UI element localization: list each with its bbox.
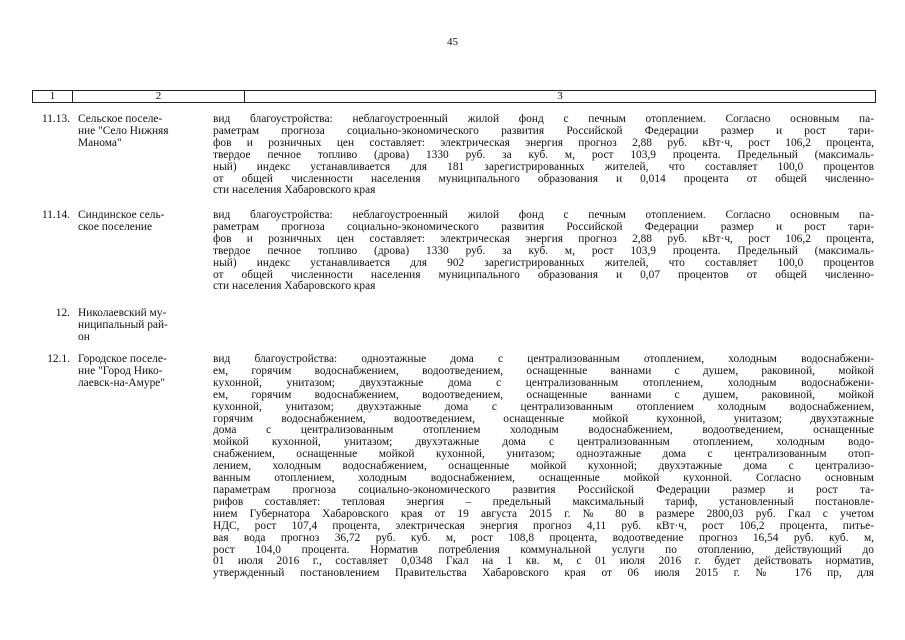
- description-line: снабжением, оснащенные мойкой кухонной, унитазом; одноэтажные дома с централизованным отоп-: [213, 448, 874, 461]
- header-col-3: 3: [557, 90, 563, 102]
- row-name-line: он: [78, 330, 90, 343]
- row-description: [213, 354, 874, 580]
- description-line: от общей численности населения муниципального образования и 0,07 процентов от общей численно-: [213, 268, 874, 281]
- description-line: рифов составляет: тепловая энергия – предельный максимальный тариф, установленный постановле-: [213, 495, 874, 508]
- row-name-line: ниципальный рай-: [78, 318, 168, 331]
- description-line: твердое печное топливо (дрова) 1330 руб. за куб. м, рост 103,9 процента. Предельный (максималь-: [213, 244, 874, 257]
- description-line: твердое печное топливо (дрова) 1330 руб. за куб. м, рост 103,9 процента. Предельный (максималь-: [213, 148, 874, 161]
- description-line: ный) индекс устанавливается для 181 зарегистрированных жителей, что составляет 100,0 процентов: [213, 160, 874, 173]
- description-line: горячим водоснабжением, водоотведением, оснащенные мойкой кухонной, унитазом; двухэтажные: [213, 412, 874, 425]
- description-line: ем, горячим водоснабжением, водоотведением, оснащенные ваннами с душем, раковиной, мойкой: [213, 364, 874, 377]
- row-name-line: ние "Село Нижняя: [78, 124, 169, 137]
- description-line: фов и розничных цен составляет: электрическая энергия прогноз 2,88 руб. кВт·ч, рост 106,2 процента,: [213, 232, 874, 245]
- description-line: ем, горячим водоснабжением, водоотведением, оснащенные ваннами с душем, раковиной, мойкой: [213, 388, 874, 401]
- row-name: [78, 210, 203, 234]
- row-number: 12.: [55, 307, 70, 319]
- row-number: 12.1.: [47, 353, 70, 365]
- row-name-line: ние "Город Нико-: [78, 364, 163, 377]
- row-name-line: Сельское поселе-: [78, 113, 163, 125]
- row-name: [78, 114, 203, 150]
- description-line: вид благоустройства: одноэтажные дома с централизованным отоплением, холодным водоснабжени-: [213, 353, 874, 365]
- row-number: 11.13.: [41, 113, 70, 125]
- description-line: сти населения Хабаровского края: [213, 184, 376, 197]
- description-line: фов и розничных цен составляет: электрическая энергия прогноз 2,88 руб. кВт·ч, рост 106,2 процента,: [213, 136, 874, 149]
- description-line: кухонной, унитазом; двухэтажные дома с централизованным отоплением, холодным водоснабжени-: [213, 376, 874, 389]
- row-name: [78, 354, 203, 390]
- description-line: ный) индекс устанавливается для 902 зарегистрированных жителей, что составляет 100,0 процентов: [213, 256, 874, 269]
- description-line: НДС, рост 107,4 процента, электрическая энергия прогноз 4,11 руб. кВт·ч, рост 106,2 процента, питье-: [213, 519, 874, 532]
- description-line: вид благоустройства: неблагоустроенный жилой фонд с печным отоплением. Согласно основным па-: [213, 113, 874, 125]
- row-name-line: Городское поселе-: [78, 353, 167, 365]
- description-line: от общей численности населения муниципального образования и 0,014 процента от общей численно-: [213, 172, 874, 185]
- description-line: дома с централизованным отоплением холодным водоснабжением, водоотведением, оснащенные: [213, 424, 874, 437]
- row-name-line: ское поселение: [78, 220, 153, 233]
- description-line: раметрам прогноза социально-экономического развития Российской Федерации размер и рост тари-: [213, 220, 874, 233]
- description-line: кухонной, унитазом; двухэтажные дома с централизованным отоплением холодным водоснабжением,: [213, 400, 874, 413]
- description-line: 01 июля 2016 г., составляет 0,0348 Гкал на 1 кв. м, с 01 июля 2016 г. будет действовать норматив,: [213, 555, 874, 568]
- header-col-1: 1: [33, 91, 73, 102]
- header-col-2: 2: [73, 91, 245, 102]
- row-name-line: Синдинское сель-: [78, 209, 165, 221]
- row-name-line: Николаевский му-: [78, 307, 167, 319]
- table-header: [32, 90, 876, 103]
- row-name-line: лаевск-на-Амуре": [78, 376, 165, 389]
- description-line: сти населения Хабаровского края: [213, 280, 376, 293]
- row-number: 11.14.: [41, 209, 70, 221]
- page-number: 45: [447, 36, 458, 48]
- description-line: вид благоустройства: неблагоустроенный жилой фонд с печным отоплением. Согласно основным па-: [213, 209, 874, 221]
- description-line: нием Губернатора Хабаровского края от 19 августа 2015 г. № 80 в размере 2800,03 руб. Гкал с учетом: [213, 507, 874, 520]
- description-line: лением, холодным водоснабжением, оснащенные мойкой кухонной; двухэтажные дома с централизо-: [213, 460, 874, 473]
- description-line: раметрам прогноза социально-экономического развития Российской Федерации размер и рост тари-: [213, 124, 874, 137]
- row-description: [213, 114, 874, 197]
- description-line: мойкой кухонной, унитазом; двухэтажные дома с централизованным отоплением, холодным водо-: [213, 436, 874, 449]
- description-line: параметрам прогноза социально-экономического развития Российской Федерации размер и рост та-: [213, 483, 874, 496]
- description-line: утвержденный постановлением Правительства Хабаровского края от 06 июля 2015 г. № 176 пр, для: [213, 567, 874, 580]
- description-line: рост 104,0 процента. Норматив потребления коммунальной услуги по отоплению, действующий до: [213, 543, 874, 556]
- row-name-line: Манома": [78, 136, 122, 149]
- row-name: [78, 308, 203, 344]
- description-line: ванным отоплением, холодным водоснабжением, оснащенные мойкой кухонной. Согласно основным: [213, 472, 874, 485]
- description-line: вая вода прогноз 36,72 руб. куб. м, рост 108,8 процента, водоотведение прогноз 16,54 руб. куб. м,: [213, 531, 874, 544]
- row-description: [213, 210, 874, 293]
